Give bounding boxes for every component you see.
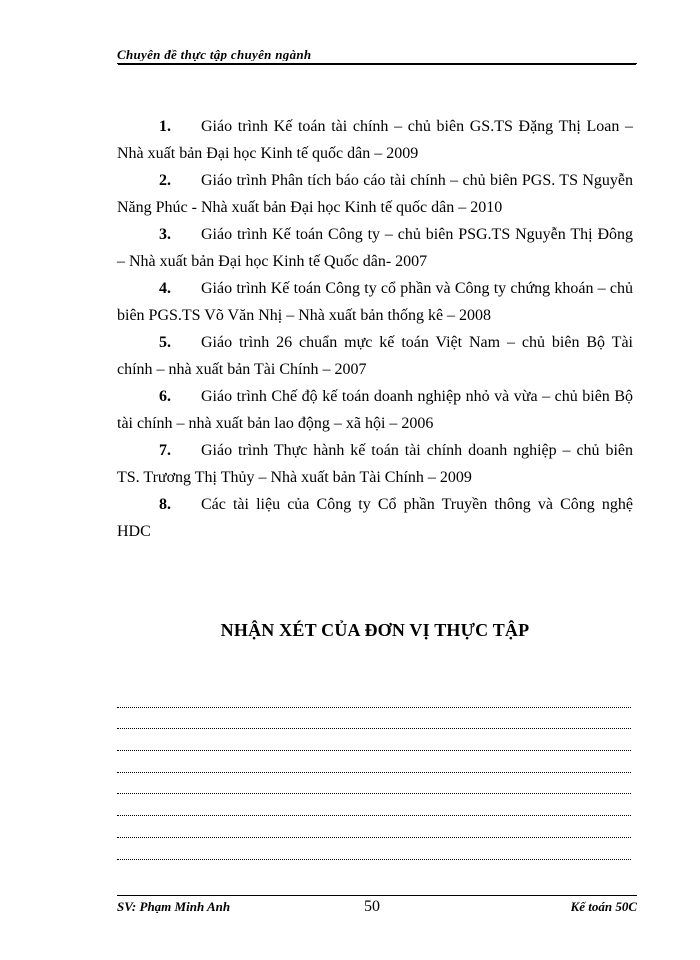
dotted-line (117, 729, 631, 751)
reference-number: 3. (159, 226, 171, 243)
reference-number: 8. (159, 496, 171, 513)
reference-text: Giáo trình Kế toán Công ty cổ phần và Công ty chứng khoán – chủ biên PGS.TS Võ Văn Nhị – Nhà xuất bản thống kê – 2008 (117, 280, 633, 324)
page-footer (117, 895, 637, 918)
reference-item (117, 437, 633, 491)
reference-number: 6. (159, 388, 171, 405)
footer-student-name: SV: Phạm Minh Anh (117, 900, 231, 913)
dotted-line (117, 816, 631, 838)
reference-item (117, 167, 633, 221)
reference-text: Giáo trình Chế độ kế toán doanh nghiệp nhỏ và vừa – chủ biên Bộ tài chính – nhà xuất bản lao động – xã hội – 2006 (117, 388, 633, 432)
footer-class: Kế toán 50C (570, 900, 637, 913)
dotted-line (117, 708, 631, 730)
reference-number: 2. (159, 172, 171, 189)
dotted-line (117, 794, 631, 816)
page-number: 50 (364, 898, 380, 915)
reference-list (117, 113, 633, 545)
reference-number: 4. (159, 280, 171, 297)
reference-text: Giáo trình Phân tích báo cáo tài chính – chủ biên PGS. TS Nguyễn Năng Phúc - Nhà xuất bản Đại học Kinh tế quốc dân – 2010 (117, 172, 633, 216)
reference-item (117, 383, 633, 437)
reference-item (117, 221, 633, 275)
reference-text: Giáo trình Kế toán Công ty – chủ biên PSG.TS Nguyễn Thị Đông – Nhà xuất bản Đại học Kinh tế Quốc dân- 2007 (117, 226, 633, 270)
reference-item (117, 113, 633, 167)
reference-text: Các tài liệu của Công ty Cổ phần Truyền thông và Công nghệ HDC (117, 496, 633, 540)
dotted-line (117, 751, 631, 773)
dotted-line (117, 773, 631, 795)
reference-number: 7. (159, 442, 171, 459)
dotted-line (117, 686, 631, 708)
reference-item (117, 491, 633, 545)
reference-number: 5. (159, 334, 171, 351)
reference-text: Giáo trình Kế toán tài chính – chủ biên GS.TS Đặng Thị Loan – Nhà xuất bản Đại học Kinh tế quốc dân – 2009 (117, 118, 633, 162)
reference-number: 1. (159, 118, 171, 135)
reference-text: Giáo trình Thực hành kế toán tài chính doanh nghiệp – chủ biên TS. Trương Thị Thủy – Nhà xuất bản Tài Chính – 2009 (117, 442, 633, 486)
section-title: NHẬN XÉT CỦA ĐƠN VỊ THỰC TẬP (220, 620, 530, 640)
dotted-comment-lines (117, 686, 631, 860)
page-header (117, 46, 637, 64)
reference-text: Giáo trình 26 chuẩn mực kế toán Việt Nam – chủ biên Bộ Tài chính – nhà xuất bản Tài Chính – 2007 (117, 334, 633, 378)
dotted-line (117, 838, 631, 860)
reference-item (117, 329, 633, 383)
header-title: Chuyên đề thực tập chuyên ngành (117, 48, 312, 61)
reference-item (117, 275, 633, 329)
